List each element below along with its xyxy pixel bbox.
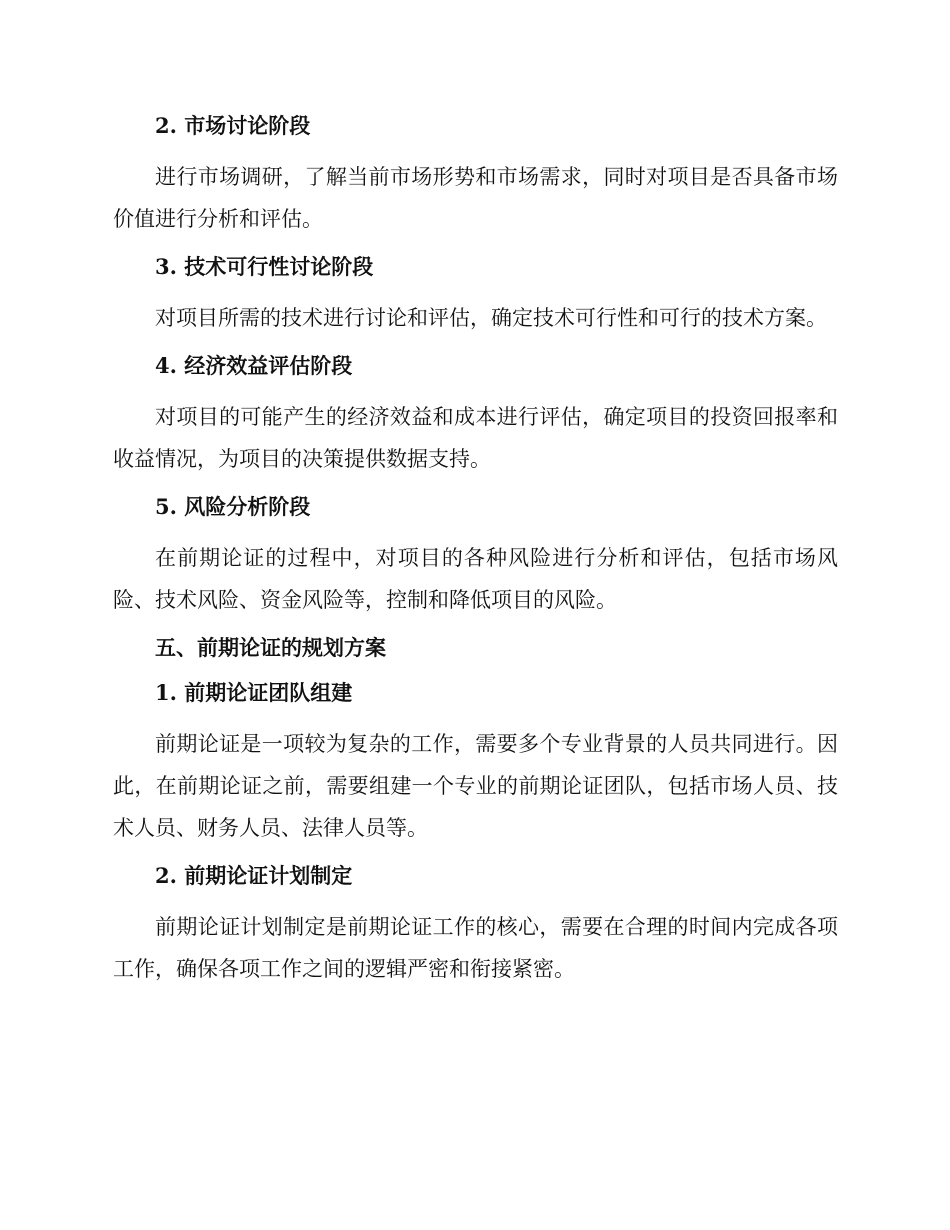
chapter-heading: 五、前期论证的规划方案 [155, 635, 386, 660]
spacer [113, 480, 838, 489]
spacer [113, 621, 838, 630]
section-heading-risk: 5. 风险分析阶段 [155, 494, 311, 519]
spacer [113, 384, 838, 396]
plan-paragraph-team: 前期论证是一项较为复杂的工作，需要多个专业背景的人员共同进行。因此，在前期论证之前，需要组建一个专业的前期论证团队，包括市场人员、技术人员、财务人员、法律人员等。 [113, 732, 838, 840]
section-heading-market: 2. 市场讨论阶段 [155, 113, 311, 138]
spacer [113, 894, 838, 906]
section-paragraph-market: 进行市场调研，了解当前市场形势和市场需求，同时对项目是否具备市场价值进行分析和评估。 [113, 165, 838, 231]
plan-paragraph-schedule: 前期论证计划制定是前期论证工作的核心，需要在合理的时间内完成各项工作，确保各项工作之间的逻辑严密和衔接紧密。 [113, 915, 838, 981]
section-paragraph-economic: 对项目的可能产生的经济效益和成本进行评估，确定项目的投资回报率和收益情况，为项目的决策提供数据支持。 [113, 405, 838, 471]
section-paragraph-risk: 在前期论证的过程中，对项目的各种风险进行分析和评估，包括市场风险、技术风险、资金风险等，控制和降低项目的风险。 [113, 546, 838, 612]
section-heading-tech: 3. 技术可行性讨论阶段 [155, 254, 374, 279]
spacer [113, 240, 838, 249]
document-body [113, 108, 838, 990]
plan-heading-team: 1. 前期论证团队组建 [155, 680, 353, 705]
section-heading-economic: 4. 经济效益评估阶段 [155, 353, 353, 378]
section-paragraph-tech: 对项目所需的技术进行讨论和评估，确定技术可行性和可行的技术方案。 [155, 306, 827, 330]
spacer [113, 849, 838, 858]
spacer [113, 711, 838, 723]
spacer [113, 666, 838, 675]
plan-heading-schedule: 2. 前期论证计划制定 [155, 863, 353, 888]
spacer [113, 339, 838, 348]
spacer [113, 525, 838, 537]
spacer [113, 144, 838, 156]
spacer [113, 285, 838, 297]
